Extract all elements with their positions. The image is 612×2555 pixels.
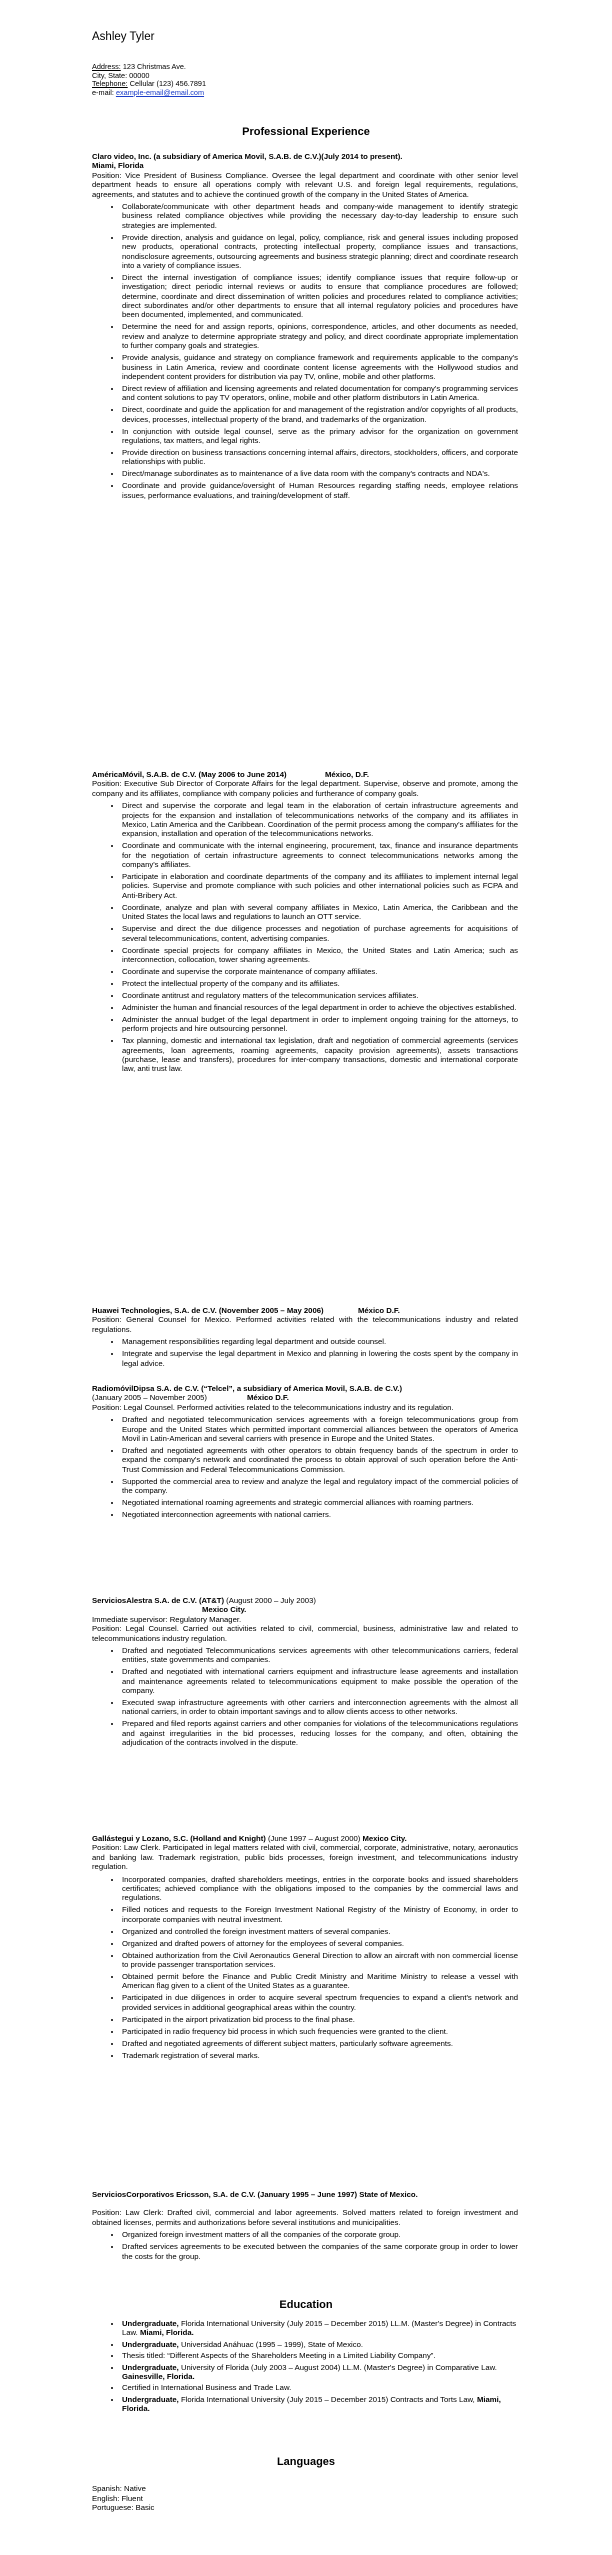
- job-supervisor: Immediate supervisor: Regulatory Manager.: [92, 1614, 242, 1624]
- list-item: • Tax planning, domestic and international tax legislation, draft and negotiation of commercial agreements (services agreements, loan agreements, roaming agreements, capacity provision agreements), assets transactions (purchase, lease and transfers), procedures for inter-company transactions, domestic and international corporate law, anti trust law.: [122, 1036, 518, 1074]
- list-item: • In conjunction with outside legal counsel, serve as the primary advisor for the organization on government regulations, tax matters, and legal rights.: [122, 427, 518, 446]
- list-item: • Prepared and filed reports against carriers and other companies for violations of the telecommunications regulations and against irregularities in the bid processes, reducing losses for the company, and often, obtaining the adjudication of the contracts involved in the dispute.: [122, 1719, 518, 1747]
- address-value: 123 Christmas Ave.: [122, 62, 186, 71]
- list-item: • Drafted and negotiated agreements with other operators to obtain frequency bands of the spectrum in order to expand the company's network and coordinated the process to obtain approval of such operation before the Anti-Trust Commission and Federal Telecommunications Commission.: [122, 1446, 518, 1474]
- email-link[interactable]: example-email@email.com: [115, 87, 205, 97]
- job-heading: Claro video, Inc. (a subsidiary of America Movil, S.A.B. de C.V.)(July 2014 to present).: [92, 152, 403, 161]
- list-item: [122, 2319, 518, 2338]
- education-degree: Undergraduate,: [122, 2339, 179, 2349]
- list-item: • Coordinate, analyze and plan with several company affiliates in Mexico, Latin America, the Caribbean and the United States the local laws and regulations to launch an OTT service.: [122, 903, 518, 922]
- job-summary: Position: Legal Counsel. Performed activities related to the telecommunications industry and its regulation.: [92, 1402, 454, 1412]
- list-item: • Drafted and negotiated agreements of different subject matters, particularly software agreements.: [122, 2039, 518, 2048]
- list-item: • Administer the annual budget of the legal department in order to implement ongoing training for the attorneys, to perform projects and hire outsourcing personnel.: [122, 1015, 518, 1034]
- city-line: City, State: 00000: [92, 70, 150, 80]
- job-huawei: [92, 1306, 518, 1371]
- list-item: • Negotiated interconnection agreements with national carriers.: [122, 1510, 518, 1519]
- job-bullets: [92, 1646, 518, 1748]
- job-heading: Huawei Technologies, S.A. de C.V. (November 2005 – May 2006): [92, 1306, 324, 1315]
- job-heading: ServiciosAlestra S.A. de C.V. (AT&T): [92, 1596, 225, 1605]
- list-item: • Organized foreign investment matters of all the companies of the corporate group.: [122, 2230, 518, 2239]
- job-heading-line: [92, 1306, 518, 1315]
- list-item: • Determine the need for and assign reports, opinions, correspondence, articles, and other documents as needed, review and analyze to determine appropriate strategy and policy, and direct coordinate appropriate implementation to further company goals and strategies.: [122, 322, 518, 350]
- job-summary: Position: Vice President of Business Compliance. Oversee the legal department and coordinate with other senior level department heads to ensure all operations comply with relevant U.S. and foreign legal requirements, regulations, agreements, and statutes and to achieve the continued growth of the company in the United States of America.: [92, 170, 518, 199]
- job-location: Mexico City.: [202, 1605, 247, 1615]
- languages-list: [92, 2484, 154, 2513]
- languages-section-title: Languages: [276, 2456, 336, 2468]
- list-item: • Trademark registration of several marks.: [122, 2051, 518, 2060]
- job-claro-video: [92, 152, 518, 503]
- education-text: Universidad Anáhuac (1995 – 1999), State of Mexico.: [180, 2339, 364, 2349]
- job-summary: Position: Legal Counsel. Carried out activities related to civil, commercial, business, administrative law and related to telecommunications industry regulation.: [92, 1624, 518, 1643]
- job-heading: AméricaMóvil, S.A.B. de C.V. (May 2006 to June 2014): [92, 770, 287, 779]
- language-item: Portuguese: Basic: [92, 2503, 155, 2513]
- list-item: • Incorporated companies, drafted shareholders meetings, entries in the corporate books and issued shareholders certificates; achieved compliance with the obligations imposed to the companies by the commercial laws and regulations.: [122, 1875, 518, 1903]
- address-label: Address:: [92, 62, 121, 71]
- education-text: Florida International University (July 2015 – December 2015) LL.M. (Master's Degree) in Contracts Law.: [122, 2319, 517, 2338]
- list-item: • Direct and supervise the corporate and legal team in the elaboration of certain infrastructure agreements and projects for the expansion and installation of telecommunications networks of the company and its affiliates in Mexico, Latin America and the Caribbean. Coordination of the permit process among the company's affiliates for the expansion, installation and operation of the telecommunications networks.: [122, 801, 518, 839]
- education-location: Miami, Florida.: [122, 2394, 501, 2414]
- education-degree: Undergraduate,: [122, 2394, 179, 2404]
- job-heading: RadiomóvilDipsa S.A. de C.V. (“Telcel”, a subsidiary of America Movil, S.A.B. de C.V.): [92, 1384, 403, 1393]
- job-location: México, D.F.: [325, 770, 369, 779]
- list-item: • Participated in radio frequency bid process in which such frequencies were granted to the client.: [122, 2027, 518, 2036]
- list-item: • Provide direction on business transactions concerning internal affairs, directors, stockholders, officers, and corporate relationships with public.: [122, 448, 518, 467]
- job-heading: ServiciosCorporativos Ericsson, S.A. de C.V. (January 1995 – June 1997) State of Mexico.: [92, 2190, 418, 2199]
- list-item: • Coordinate and supervise the corporate maintenance of company affiliates.: [122, 967, 518, 976]
- job-bullets: [92, 801, 518, 1074]
- list-item: • Coordinate and provide guidance/oversight of Human Resources regarding staffing needs, employee relations issues, performance evaluations, and training/development of staff.: [122, 481, 518, 500]
- job-bullets: [92, 1415, 518, 1519]
- list-item: • Direct, coordinate and guide the application for and management of the registration and/or copyrights of all products, devices, processes, intellectual property of the brand, and trademarks of the organization.: [122, 405, 518, 424]
- list-item: • Organized and controlled the foreign investment matters of several companies.: [122, 1927, 518, 1936]
- list-item: • Drafted and negotiated with international carriers equipment and infrastructure lease agreements and installation and maintenance agreements related to telecommunications equipment to make possible the operation of the company.: [122, 1667, 518, 1695]
- list-item: • Supervise and direct the due diligence processes and negotiation of purchase agreements for acquisitions of several telecommunications, content, advertising companies.: [122, 924, 518, 943]
- list-item: • Coordinate special projects for company affiliates in Mexico, the United States and Latin America; such as interconnection, collocation, tower sharing agreements.: [122, 946, 518, 965]
- job-ericsson: [92, 2190, 518, 2264]
- list-item: • Participated in due diligences in order to acquire several spectrum frequencies to expand a client's network and provided services in additional geographical areas within the country.: [122, 1993, 518, 2012]
- list-item: [122, 2395, 518, 2414]
- job-dates: (August 2000 – July 2003): [226, 1596, 316, 1605]
- job-location: México D.F.: [247, 1393, 289, 1403]
- list-item: • Participate in elaboration and coordinate departments of the company and its affiliates to implement internal legal policies. Supervise and promote compliance with such policies and other international policies such as FCPA and Anti-Bribery Act.: [122, 872, 518, 900]
- list-item: • Obtained permit before the Finance and Public Credit Ministry and Maritime Ministry to release a vessel with American flag given to a client of the United States as a guarantee.: [122, 1972, 518, 1991]
- language-item: Spanish: Native: [92, 2484, 146, 2493]
- job-america-movil: [92, 770, 518, 1076]
- list-item: • Drafted and negotiated telecommunication services agreements with a foreign telecommunications group from Europe and the United States which permitted important commercial alliances between the operators of America Movil in Latin-American and several carriers with presence in Europe and the United States.: [122, 1415, 518, 1443]
- job-summary: Position: Law Clerk. Participated in legal matters related with civil, commercial, corporate, administrative, notary, aeronautics and banking law. Trademark registration, public bids processes, foreign investment, and telecommunications industry regulation.: [92, 1843, 518, 1872]
- job-bullets: [92, 202, 518, 500]
- job-bullets: [92, 1337, 518, 1368]
- list-item: • Drafted services agreements to be executed between the companies of the same corporate group in order to lower the costs for the group.: [122, 2242, 518, 2261]
- list-item: • Coordinate antitrust and regulatory matters of the telecommunication services affiliates.: [122, 991, 518, 1000]
- list-item: • Administer the human and financial resources of the legal department in order to achieve the objectives established.: [122, 1003, 518, 1012]
- job-heading: Gallástegui y Lozano, S.C. (Holland and Knight): [92, 1834, 266, 1843]
- list-item: [122, 2383, 518, 2392]
- education-degree: Undergraduate,: [122, 2319, 179, 2328]
- contact-block: [92, 63, 206, 97]
- education-text: Thesis titled: “Different Aspects of the Shareholders Meeting in a Limited Liability Company”.: [122, 2351, 436, 2361]
- list-item: • Provide direction, analysis and guidance on legal, policy, compliance, risk and general issues including proposed new products, operational contracts, protecting intellectual property, compliance issues and transactions, nondisclosure agreements, outsourcing agreements and business strategic planning; direct and coordinate research into a variety of compliance issues.: [122, 233, 518, 271]
- list-item: • Executed swap infrastructure agreements with other carriers and interconnection agreements with the almost all national carriers, in order to obtain important savings and to allow clients access to other networks.: [122, 1698, 518, 1717]
- telephone-label: Telephone:: [92, 79, 128, 89]
- job-heading-line: [92, 1596, 518, 1605]
- list-item: [122, 2363, 518, 2382]
- list-item: • Collaborate/communicate with other department heads and company-wide management to identify strategic business related compliance objectives while providing the necessary day-to-day leadership to ensure such strategies are implemented.: [122, 202, 518, 230]
- education-text: Florida International University (July 2015 – December 2015) Contracts and Torts Law,: [180, 2394, 475, 2404]
- list-item: • Direct review of affiliation and licensing agreements and related documentation for company's programming services and content solutions to pay TV operators, online, mobile and other platform distributors in Latin America.: [122, 384, 518, 403]
- list-item: • Filled notices and requests to the Foreign Investment National Registry of the Ministry of Economy, in order to incorporate companies with neutral investment.: [122, 1905, 518, 1924]
- job-location: México D.F.: [358, 1306, 400, 1315]
- list-item: [122, 2340, 518, 2349]
- email-label: e-mail:: [92, 87, 114, 97]
- job-dates-line: [92, 1393, 518, 1402]
- job-telcel: [92, 1384, 518, 1522]
- job-location: Miami, Florida: [92, 161, 144, 171]
- education-section-title: Education: [279, 2299, 333, 2311]
- list-item: • Organized and drafted powers of attorney for the employees of several companies.: [122, 1939, 518, 1948]
- job-summary: Position: Law Clerk: Drafted civil, commercial and labor agreements. Solved matters related to foreign investment and obtained licenses, permits and authorizations before several institutions and municipalities.: [92, 2208, 518, 2227]
- list-item: • Negotiated international roaming agreements and strategic commercial alliances with roaming partners.: [122, 1498, 518, 1507]
- telephone-value: Cellular (123) 456.7891: [129, 79, 207, 89]
- candidate-name: Ashley Tyler: [92, 31, 155, 43]
- job-summary: Position: Executive Sub Director of Corporate Affairs for the legal department. Supervise, observe and promote, among the company and its affiliates, compliance with company policies and furtherance of company goals.: [92, 779, 518, 798]
- job-heading-line: [92, 770, 518, 779]
- job-heading-line: [92, 1834, 518, 1843]
- list-item: • Coordinate and communicate with the internal engineering, procurement, tax, finance and insurance departments for the negotiation of certain infrastructure agreements to connect telecommunications networks among the company's affiliates.: [122, 841, 518, 869]
- list-item: • Protect the intellectual property of the company and its affiliates.: [122, 979, 518, 988]
- education-text: Certified in International Business and Trade Law.: [122, 2383, 292, 2393]
- job-location: Mexico City.: [362, 1834, 407, 1843]
- list-item: • Integrate and supervise the legal department in Mexico and planning in lowering the costs spent by the company in legal advice.: [122, 1349, 518, 1368]
- education-location: Miami, Florida.: [139, 2328, 194, 2338]
- list-item: • Direct the internal investigation of compliance issues; identify compliance issues that require follow-up or investigation; direct periodic internal reviews or audits to ensure that compliance procedures are followed; determine, coordinate and direct dissemination of written policies and procedures related to compliance activities; direct subordinates and/or other departments to ensure that all internal regulatory policies and procedures have been documented, implemented, and communicated.: [122, 273, 518, 320]
- job-dates: (January 2005 – November 2005): [92, 1393, 207, 1403]
- list-item: • Participated in the airport privatization bid process to the final phase.: [122, 2015, 518, 2024]
- job-bullets: [92, 2230, 518, 2261]
- list-item: [122, 2351, 518, 2360]
- list-item: • Obtained authorization from the Civil Aeronautics General Direction to allow an aircraft with non commercial license to provide passenger transportation services.: [122, 1951, 518, 1970]
- job-alestra: [92, 1596, 518, 1750]
- list-item: • Direct/manage subordinates as to maintenance of a live data room with the company's contracts and NDA's.: [122, 469, 518, 478]
- job-summary: Position: General Counsel for Mexico. Performed activities related with the telecommunications industry and related regulations.: [92, 1315, 518, 1334]
- job-bullets: [92, 1875, 518, 2061]
- list-item: • Supported the commercial area to review and analyze the legal and regulatory impact of the commercial policies of the company.: [122, 1477, 518, 1496]
- education-text: University of Florida (July 2003 – August 2004) LL.M. (Master's Degree) in Comparative Law.: [180, 2362, 497, 2372]
- experience-section-title: Professional Experience: [242, 126, 370, 138]
- list-item: • Management responsibilities regarding legal department and outside counsel.: [122, 1337, 518, 1346]
- education-items: [92, 2319, 518, 2414]
- education-location: Gainesville, Florida.: [122, 2371, 195, 2381]
- job-dates: (June 1997 – August 2000): [267, 1834, 361, 1843]
- education-list: [92, 2319, 518, 2416]
- list-item: • Drafted and negotiated Telecommunications services agreements with other telecommunications carriers, federal entities, state governments and companies.: [122, 1646, 518, 1665]
- education-degree: Undergraduate,: [122, 2362, 179, 2372]
- language-item: English: Fluent: [92, 2493, 143, 2503]
- list-item: • Provide analysis, guidance and strategy on compliance framework and requirements applicable to the company's business in Latin America, review and coordinate content license agreements with the Hollywood studios and independent content providers for distribution via pay TV, online, mobile and other platforms.: [122, 353, 518, 381]
- job-gallastegui: [92, 1834, 518, 2063]
- email-line: [92, 89, 206, 98]
